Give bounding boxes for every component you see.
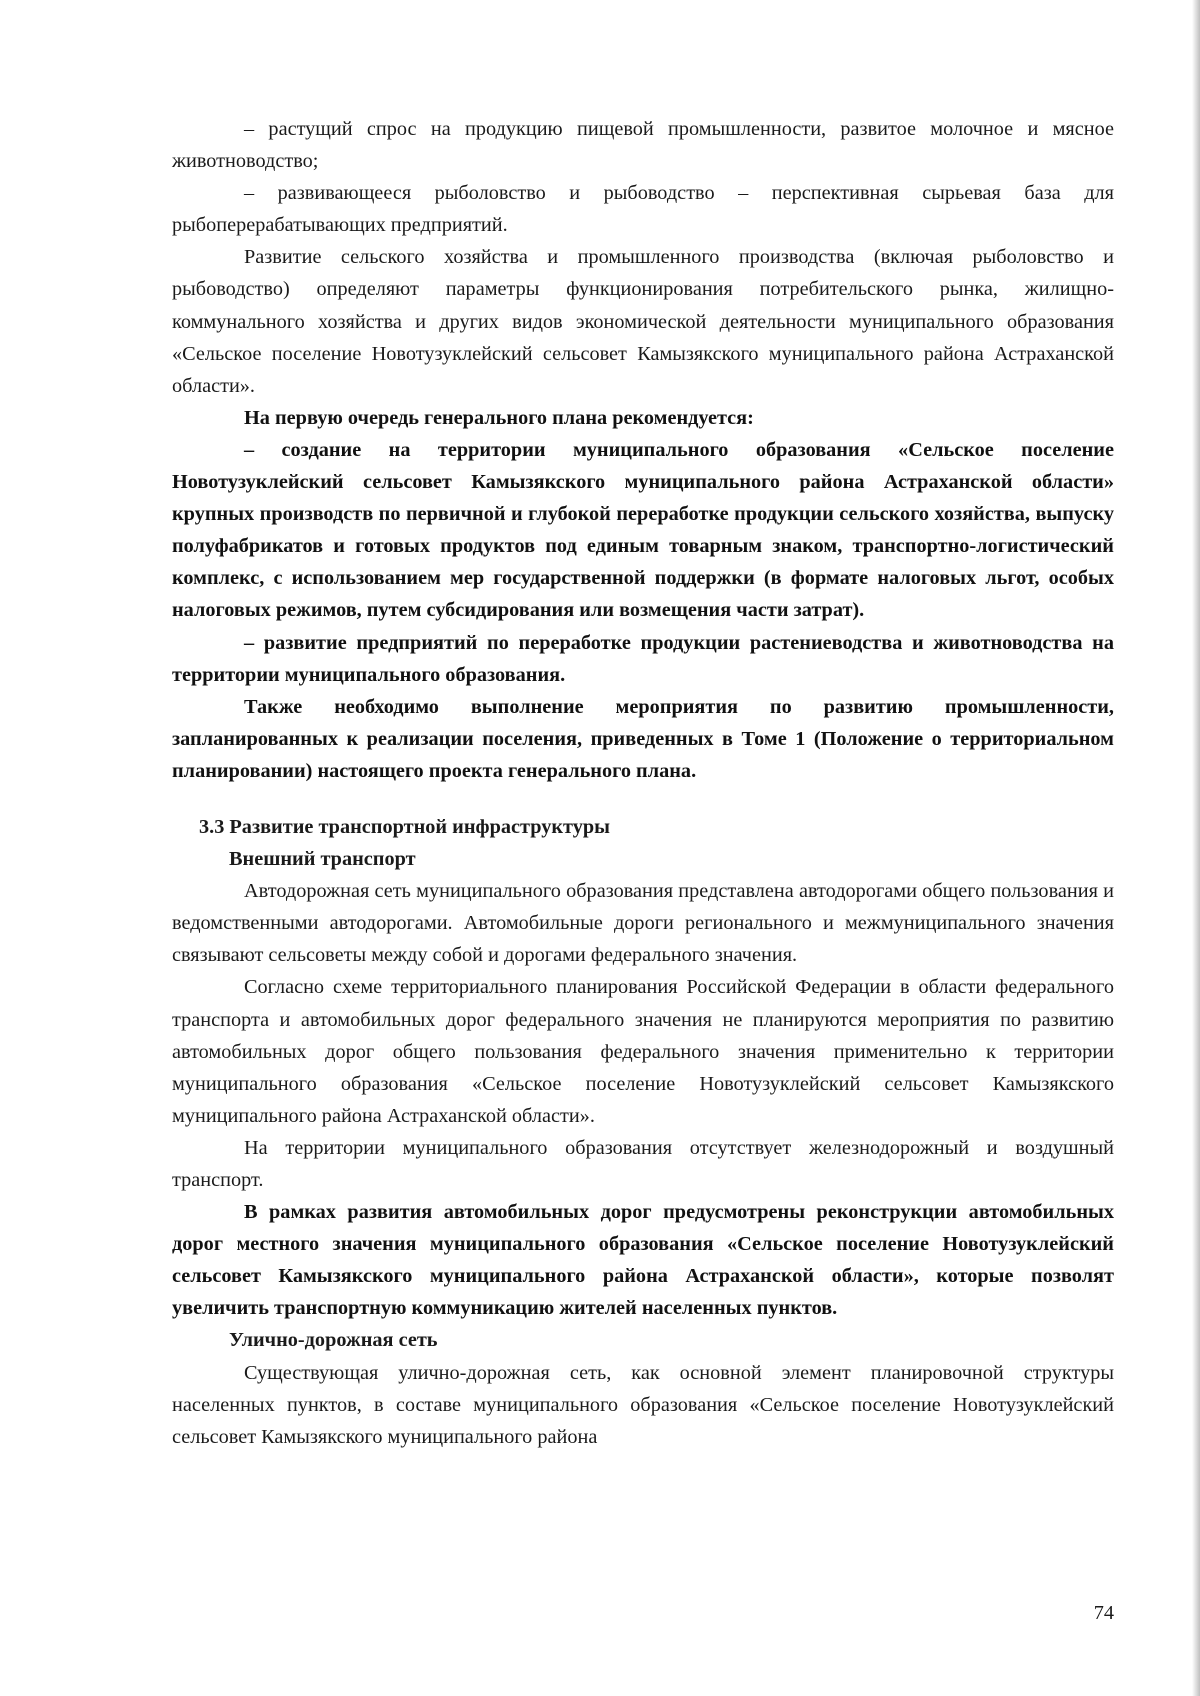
page-number: 74 (1093, 1602, 1114, 1624)
paragraph-demand-food: – растущий спрос на продукцию пищевой промышленности, развитое молочное и мясное животноводство; (172, 118, 1114, 173)
paragraph-road-reconstruction: В рамках развития автомобильных дорог предусмотрены реконструкции автомобильных дорог местного значения муниципального образования «Сельское поселение Новотузуклейский сельсовет Камызякского муниципального района Астраханской области», которые позволят увеличить транспортную коммуникацию жителей населенных пунктов. (172, 1201, 1114, 1320)
section-spacer (172, 787, 1114, 811)
paragraph-agriculture-development: Развитие сельского хозяйства и промышленного производства (включая рыболовство и рыбоводство) определяют параметры функционирования потребительского рынка, жилищно-коммунального хозяйства и других видов экономической деятельности муниципального образования «Сельское поселение Новотузуклейский сельсовет Камызякского муниципального района Астраханской области». (172, 246, 1114, 397)
paragraph-fishery: – развивающееся рыболовство и рыбоводство – перспективная сырьевая база для рыбоперерабатывающих предприятий. (172, 182, 1114, 237)
subheading-street-road-network: Улично-дорожная сеть (229, 1329, 438, 1352)
paragraph-processing-enterprises: – развитие предприятий по переработке продукции растениеводства и животноводства на территории муниципального образования. (172, 631, 1114, 686)
paragraph-road-network: Автодорожная сеть муниципального образования представлена автодорогами общего пользования и ведомственными автодорогами. Автомобильные дороги регионального и межмуниципального значения связывают сельсоветы между собой и дорогами федерального значения. (172, 880, 1114, 967)
section-heading: 3.3 Развитие транспортной инфраструктуры (199, 815, 610, 838)
paragraph-existing-street-network: Существующая улично-дорожная сеть, как основной элемент планировочной структуры населенных пунктов, в составе муниципального образования «Сельское поселение Новотузуклейский сельсовет Камызякского муниципального района (172, 1361, 1114, 1448)
subheading-external-transport: Внешний транспорт (229, 848, 416, 871)
paragraph-large-production: – создание на территории муниципального образования «Сельское поселение Новотузуклейский сельсовет Камызякского муниципального района Астраханской области» крупных производств по первичной и глубокой переработке продукции сельского хозяйства, выпуску полуфабрикатов и готовых продуктов под единым товарным знаком, транспортно-логистический комплекс, с использованием мер государственной поддержки (в формате налоговых льгот, особых налоговых режимов, путем субсидирования или возмещения части затрат). (172, 438, 1114, 622)
paragraph-first-stage-recommendation: На первую очередь генерального плана рекомендуется: (244, 406, 754, 429)
paragraph-no-rail-air: На территории муниципального образования отсутствует железнодорожный и воздушный транспорт. (172, 1136, 1114, 1191)
page-body (172, 113, 1114, 1453)
paragraph-federal-scheme: Согласно схеме территориального планирования Российской Федерации в области федерального транспорта и автомобильных дорог федерального значения не планируются мероприятия по развитию автомобильных дорог общего пользования федерального значения применительно к территории муниципального образования «Сельское поселение Новотузуклейский сельсовет Камызякского муниципального района Астраханской области». (172, 976, 1114, 1127)
page-edge-shadow (1192, 0, 1200, 1696)
paragraph-industry-measures: Также необходимо выполнение мероприятия по развитию промышленности, запланированных к реализации поселения, приведенных в Томе 1 (Положение о территориальном планировании) настоящего проекта генерального плана. (172, 695, 1114, 782)
